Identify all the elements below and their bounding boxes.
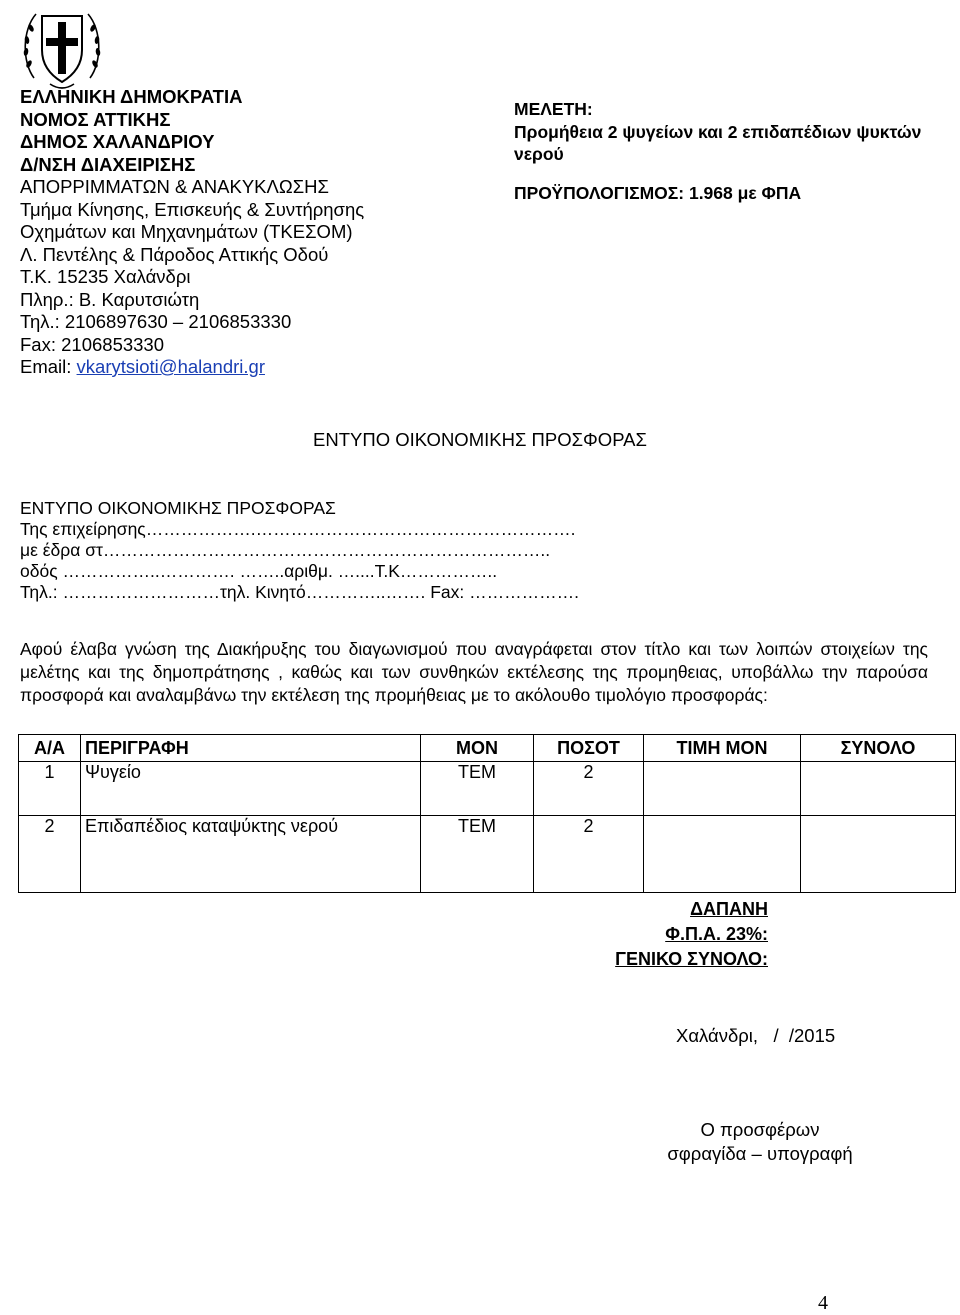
- offer-details: [20, 498, 579, 603]
- directorate-name: Δ/ΝΣΗ ΔΙΑΧΕΙΡΙΣΗΣ: [20, 153, 196, 175]
- totals-block: [560, 897, 768, 972]
- row-unit: ΤΕΜ: [421, 762, 534, 816]
- header-unit-price: ΤΙΜΗ ΜΟΝ: [644, 735, 801, 762]
- republic-name: ΕΛΛΗΝΙΚΗ ΔΗΜΟΚΡΑΤΙΑ: [20, 86, 243, 107]
- study-budget: ΠΡΟΫΠΟΛΟΓΙΣΜΟΣ: 1.968 με ΦΠΑ: [514, 182, 802, 203]
- department-name-2: Οχημάτων και Μηχανημάτων (ΤΚΕΣΟΜ): [20, 221, 353, 242]
- phones-field: Τηλ.: ………………………τηλ. Κινητό…………..……. Fax: ……………….: [20, 582, 579, 602]
- expense-label: ΔΑΠΑΝΗ: [690, 899, 768, 919]
- header-quantity: ΠΟΣΟΤ: [534, 735, 644, 762]
- street-field: οδός ……………..…………. ……..αριθμ. …....Τ.Κ……………..: [20, 561, 498, 581]
- table-row: [19, 762, 956, 816]
- row-description: Ψυγείο: [81, 762, 421, 816]
- vat-label: Φ.Π.Α. 23%:: [665, 924, 768, 944]
- municipality-name: ΔΗΜΟΣ ΧΑΛΑΝΔΡΙΟΥ: [20, 131, 215, 152]
- row-description: Επιδαπέδιος καταψύκτης νερού: [81, 816, 421, 893]
- grand-total-label: ΓΕΝΙΚΟ ΣΥΝΟΛΟ:: [615, 949, 768, 969]
- prefecture-name: ΝΟΜΟΣ ΑΤΤΙΚΗΣ: [20, 108, 171, 130]
- row-total: [801, 762, 956, 816]
- header-aa: Α/Α: [19, 735, 81, 762]
- table-header-row: [19, 735, 956, 762]
- study-block: [514, 98, 934, 204]
- address: Λ. Πεντέλης & Πάροδος Αττικής Οδού: [20, 243, 329, 265]
- phone-numbers: Τηλ.: 2106897630 – 2106853330: [20, 311, 292, 332]
- company-field: Της επιχείρησης……………….……………………………………………….: [20, 519, 576, 539]
- email-link[interactable]: vkarytsioti@halandri.gr: [76, 356, 265, 377]
- signer-label: Ο προσφέρων: [700, 1119, 820, 1140]
- declaration-paragraph: Αφού έλαβα γνώση της Διακήρυξης του διαγωνισμού που αναγράφεται στον τίτλο και των λοιπών στοιχείων της μελέτης και της δημοπράτησης , καθώς και των συνθηκών εκτέλεσης της προμηθειας, υποβάλλω την παρούσα προσφορά και αναλαμβάνω την εκτέλεση της προμήθειας με το ακόλουθο τιμολόγιο προσφοράς:: [20, 639, 928, 705]
- stamp-signature-label: σφραγίδα – υπογραφή: [667, 1143, 853, 1164]
- fax-number: Fax: 2106853330: [20, 333, 165, 355]
- price-table: [18, 734, 956, 893]
- row-aa: 2: [19, 816, 81, 893]
- row-total: [801, 816, 956, 893]
- row-quantity: 2: [534, 816, 644, 893]
- header-description: ΠΕΡΙΓΡΑΦΗ: [81, 735, 421, 762]
- study-title: Προμήθεια 2 ψυγείων και 2 επιδαπέδιων ψυκτών νερού: [514, 121, 922, 164]
- row-quantity: 2: [534, 762, 644, 816]
- row-aa: 1: [19, 762, 81, 816]
- header-total: ΣΥΝΟΛΟ: [801, 735, 956, 762]
- email-line: [20, 356, 364, 379]
- department-name: Τμήμα Κίνησης, Επισκευής & Συντήρησης: [20, 198, 365, 220]
- seat-field: με έδρα στ…………………………………………………………………..: [20, 540, 551, 560]
- issuer-block: [20, 86, 364, 379]
- offer-heading: ΕΝΤΥΠΟ ΟΙΚΟΝΟΜΙΚΗΣ ΠΡΟΣΦΟΡΑΣ: [20, 498, 336, 518]
- contact-person: Πληρ.: Β. Καρυτσιώτη: [20, 288, 200, 310]
- email-label: Email:: [20, 356, 77, 377]
- signature-block: [630, 1118, 890, 1166]
- page-number: 4: [818, 1292, 828, 1314]
- row-unit-price: [644, 762, 801, 816]
- form-title: ΕΝΤΥΠΟ ΟΙΚΟΝΟΜΙΚΗΣ ΠΡΟΣΦΟΡΑΣ: [313, 429, 647, 450]
- study-label: ΜΕΛΕΤΗ:: [514, 99, 593, 119]
- postcode: Τ.Κ. 15235 Χαλάνδρι: [20, 266, 191, 287]
- date-line: Χαλάνδρι, / /2015: [676, 1025, 836, 1046]
- header-unit: ΜΟΝ: [421, 735, 534, 762]
- table-row: [19, 816, 956, 893]
- row-unit: ΤΕΜ: [421, 816, 534, 893]
- row-unit-price: [644, 816, 801, 893]
- directorate-name-2: ΑΠΟΡΡΙΜΜΑΤΩΝ & ΑΝΑΚΥΚΛΩΣΗΣ: [20, 176, 329, 197]
- greek-emblem-icon: [20, 4, 104, 92]
